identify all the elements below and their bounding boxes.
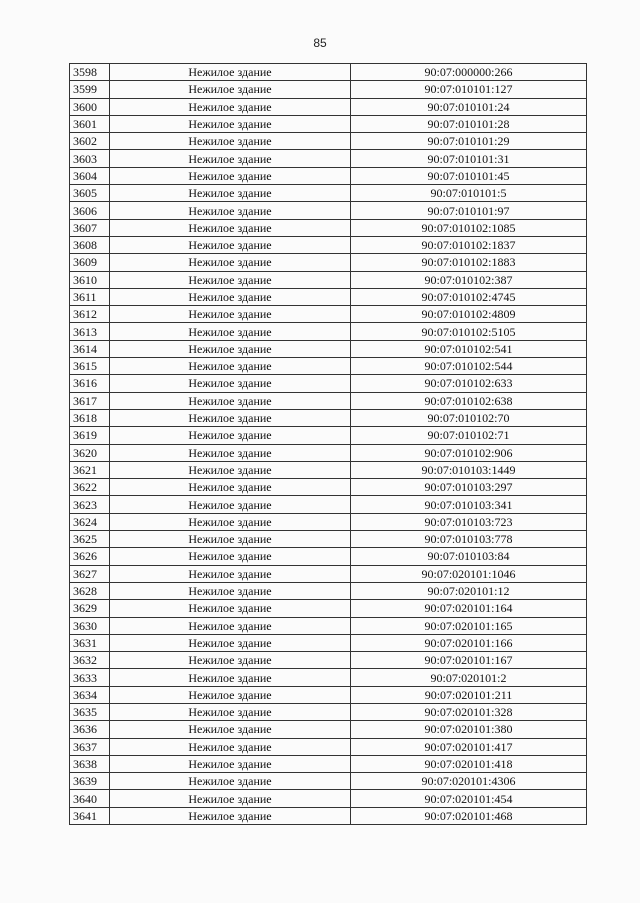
table-row (70, 807, 587, 824)
row-number-cell: 3621 (70, 461, 110, 478)
table-row (70, 479, 587, 496)
cadastral-number-cell: 90:07:010102:638 (351, 392, 587, 409)
row-number-cell: 3625 (70, 531, 110, 548)
cadastral-number-cell: 90:07:020101:417 (351, 738, 587, 755)
object-name-cell: Нежилое здание (110, 617, 351, 634)
object-name-cell: Нежилое здание (110, 652, 351, 669)
object-name-cell: Нежилое здание (110, 202, 351, 219)
cadastral-number-cell: 90:07:010101:45 (351, 167, 587, 184)
object-name-cell: Нежилое здание (110, 531, 351, 548)
row-number-cell: 3619 (70, 427, 110, 444)
table-row (70, 582, 587, 599)
row-number-cell: 3627 (70, 565, 110, 582)
object-name-cell: Нежилое здание (110, 461, 351, 478)
table-row (70, 98, 587, 115)
table-row (70, 669, 587, 686)
property-registry-table (69, 63, 587, 825)
table-row (70, 340, 587, 357)
table-row (70, 254, 587, 271)
table-row (70, 686, 587, 703)
object-name-cell: Нежилое здание (110, 358, 351, 375)
object-name-cell: Нежилое здание (110, 634, 351, 651)
table-body (70, 64, 587, 825)
table-row (70, 64, 587, 81)
cadastral-number-cell: 90:07:010103:778 (351, 531, 587, 548)
table-row (70, 150, 587, 167)
table-row (70, 167, 587, 184)
table-row (70, 133, 587, 150)
row-number-cell: 3620 (70, 444, 110, 461)
object-name-cell: Нежилое здание (110, 669, 351, 686)
object-name-cell: Нежилое здание (110, 115, 351, 132)
object-name-cell: Нежилое здание (110, 479, 351, 496)
object-name-cell: Нежилое здание (110, 565, 351, 582)
cadastral-number-cell: 90:07:010102:1837 (351, 236, 587, 253)
table-row (70, 219, 587, 236)
table-row (70, 288, 587, 305)
page-number: 85 (313, 36, 327, 50)
table-row (70, 202, 587, 219)
cadastral-number-cell: 90:07:010103:297 (351, 479, 587, 496)
cadastral-number-cell: 90:07:010102:633 (351, 375, 587, 392)
object-name-cell: Нежилое здание (110, 64, 351, 81)
row-number-cell: 3632 (70, 652, 110, 669)
row-number-cell: 3631 (70, 634, 110, 651)
cadastral-number-cell: 90:07:010102:70 (351, 409, 587, 426)
cadastral-number-cell: 90:07:020101:2 (351, 669, 587, 686)
cadastral-number-cell: 90:07:010102:5105 (351, 323, 587, 340)
row-number-cell: 3614 (70, 340, 110, 357)
cadastral-number-cell: 90:07:010102:1883 (351, 254, 587, 271)
table-row (70, 306, 587, 323)
object-name-cell: Нежилое здание (110, 185, 351, 202)
cadastral-number-cell: 90:07:010101:28 (351, 115, 587, 132)
cadastral-number-cell: 90:07:010102:4745 (351, 288, 587, 305)
cadastral-number-cell: 90:07:010103:341 (351, 496, 587, 513)
row-number-cell: 3617 (70, 392, 110, 409)
row-number-cell: 3641 (70, 807, 110, 824)
row-number-cell: 3612 (70, 306, 110, 323)
cadastral-number-cell: 90:07:020101:468 (351, 807, 587, 824)
cadastral-number-cell: 90:07:020101:12 (351, 582, 587, 599)
cadastral-number-cell: 90:07:020101:418 (351, 755, 587, 772)
row-number-cell: 3610 (70, 271, 110, 288)
cadastral-number-cell: 90:07:020101:380 (351, 721, 587, 738)
row-number-cell: 3609 (70, 254, 110, 271)
table-row (70, 703, 587, 720)
object-name-cell: Нежилое здание (110, 548, 351, 565)
table-row (70, 358, 587, 375)
table-row (70, 461, 587, 478)
cadastral-number-cell: 90:07:010101:127 (351, 81, 587, 98)
table-row (70, 236, 587, 253)
object-name-cell: Нежилое здание (110, 807, 351, 824)
object-name-cell: Нежилое здание (110, 323, 351, 340)
row-number-cell: 3624 (70, 513, 110, 530)
table-row (70, 115, 587, 132)
table-row (70, 409, 587, 426)
row-number-cell: 3598 (70, 64, 110, 81)
row-number-cell: 3639 (70, 773, 110, 790)
object-name-cell: Нежилое здание (110, 150, 351, 167)
row-number-cell: 3638 (70, 755, 110, 772)
object-name-cell: Нежилое здание (110, 392, 351, 409)
cadastral-number-cell: 90:07:010101:5 (351, 185, 587, 202)
row-number-cell: 3616 (70, 375, 110, 392)
row-number-cell: 3629 (70, 600, 110, 617)
cadastral-number-cell: 90:07:010102:906 (351, 444, 587, 461)
row-number-cell: 3607 (70, 219, 110, 236)
row-number-cell: 3635 (70, 703, 110, 720)
row-number-cell: 3615 (70, 358, 110, 375)
table-row (70, 634, 587, 651)
row-number-cell: 3633 (70, 669, 110, 686)
cadastral-number-cell: 90:07:010102:544 (351, 358, 587, 375)
row-number-cell: 3602 (70, 133, 110, 150)
row-number-cell: 3613 (70, 323, 110, 340)
cadastral-number-cell: 90:07:020101:165 (351, 617, 587, 634)
object-name-cell: Нежилое здание (110, 513, 351, 530)
table-row (70, 513, 587, 530)
row-number-cell: 3601 (70, 115, 110, 132)
cadastral-number-cell: 90:07:020101:211 (351, 686, 587, 703)
cadastral-number-cell: 90:07:010102:387 (351, 271, 587, 288)
object-name-cell: Нежилое здание (110, 133, 351, 150)
cadastral-number-cell: 90:07:020101:164 (351, 600, 587, 617)
row-number-cell: 3630 (70, 617, 110, 634)
table-row (70, 755, 587, 772)
object-name-cell: Нежилое здание (110, 288, 351, 305)
object-name-cell: Нежилое здание (110, 306, 351, 323)
row-number-cell: 3626 (70, 548, 110, 565)
table-row (70, 565, 587, 582)
cadastral-number-cell: 90:07:020101:167 (351, 652, 587, 669)
object-name-cell: Нежилое здание (110, 686, 351, 703)
table-row (70, 773, 587, 790)
cadastral-number-cell: 90:07:010101:24 (351, 98, 587, 115)
object-name-cell: Нежилое здание (110, 496, 351, 513)
table-row (70, 496, 587, 513)
cadastral-number-cell: 90:07:010102:1085 (351, 219, 587, 236)
row-number-cell: 3618 (70, 409, 110, 426)
cadastral-number-cell: 90:07:010101:29 (351, 133, 587, 150)
object-name-cell: Нежилое здание (110, 582, 351, 599)
cadastral-number-cell: 90:07:010102:541 (351, 340, 587, 357)
table-row (70, 392, 587, 409)
row-number-cell: 3634 (70, 686, 110, 703)
object-name-cell: Нежилое здание (110, 375, 351, 392)
object-name-cell: Нежилое здание (110, 340, 351, 357)
cadastral-number-cell: 90:07:020101:328 (351, 703, 587, 720)
table-row (70, 531, 587, 548)
row-number-cell: 3640 (70, 790, 110, 807)
row-number-cell: 3603 (70, 150, 110, 167)
object-name-cell: Нежилое здание (110, 254, 351, 271)
cadastral-number-cell: 90:07:010103:1449 (351, 461, 587, 478)
cadastral-number-cell: 90:07:010102:4809 (351, 306, 587, 323)
row-number-cell: 3600 (70, 98, 110, 115)
row-number-cell: 3599 (70, 81, 110, 98)
table-row (70, 617, 587, 634)
row-number-cell: 3605 (70, 185, 110, 202)
cadastral-number-cell: 90:07:010102:71 (351, 427, 587, 444)
object-name-cell: Нежилое здание (110, 721, 351, 738)
cadastral-number-cell: 90:07:020101:454 (351, 790, 587, 807)
object-name-cell: Нежилое здание (110, 427, 351, 444)
cadastral-number-cell: 90:07:010101:31 (351, 150, 587, 167)
cadastral-number-cell: 90:07:020101:4306 (351, 773, 587, 790)
table-row (70, 548, 587, 565)
table-row (70, 652, 587, 669)
table-row (70, 444, 587, 461)
row-number-cell: 3636 (70, 721, 110, 738)
object-name-cell: Нежилое здание (110, 98, 351, 115)
cadastral-number-cell: 90:07:020101:1046 (351, 565, 587, 582)
table-row (70, 81, 587, 98)
object-name-cell: Нежилое здание (110, 167, 351, 184)
row-number-cell: 3604 (70, 167, 110, 184)
object-name-cell: Нежилое здание (110, 271, 351, 288)
object-name-cell: Нежилое здание (110, 444, 351, 461)
row-number-cell: 3611 (70, 288, 110, 305)
cadastral-number-cell: 90:07:000000:266 (351, 64, 587, 81)
object-name-cell: Нежилое здание (110, 790, 351, 807)
cadastral-number-cell: 90:07:010101:97 (351, 202, 587, 219)
row-number-cell: 3628 (70, 582, 110, 599)
row-number-cell: 3608 (70, 236, 110, 253)
object-name-cell: Нежилое здание (110, 236, 351, 253)
object-name-cell: Нежилое здание (110, 219, 351, 236)
cadastral-number-cell: 90:07:010103:723 (351, 513, 587, 530)
object-name-cell: Нежилое здание (110, 409, 351, 426)
row-number-cell: 3622 (70, 479, 110, 496)
cadastral-number-cell: 90:07:010103:84 (351, 548, 587, 565)
table-row (70, 323, 587, 340)
object-name-cell: Нежилое здание (110, 81, 351, 98)
table-row (70, 790, 587, 807)
row-number-cell: 3606 (70, 202, 110, 219)
table-row (70, 375, 587, 392)
object-name-cell: Нежилое здание (110, 600, 351, 617)
row-number-cell: 3623 (70, 496, 110, 513)
table-row (70, 271, 587, 288)
object-name-cell: Нежилое здание (110, 703, 351, 720)
object-name-cell: Нежилое здание (110, 738, 351, 755)
table-row (70, 721, 587, 738)
row-number-cell: 3637 (70, 738, 110, 755)
table-row (70, 185, 587, 202)
object-name-cell: Нежилое здание (110, 755, 351, 772)
table-row (70, 738, 587, 755)
cadastral-number-cell: 90:07:020101:166 (351, 634, 587, 651)
table-row (70, 427, 587, 444)
object-name-cell: Нежилое здание (110, 773, 351, 790)
table-row (70, 600, 587, 617)
